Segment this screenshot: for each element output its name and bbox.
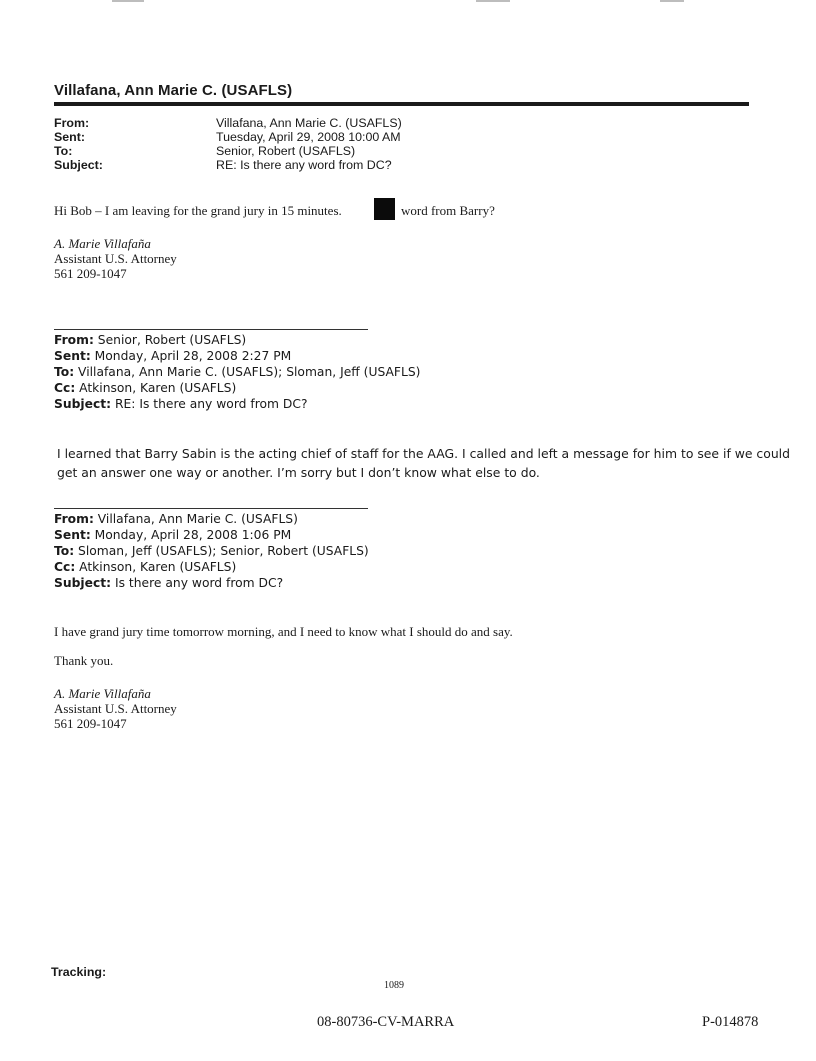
page-number: 1089 [384, 980, 404, 991]
fwd-to-value: Sloman, Jeff (USAFLS); Senior, Robert (USAFLS) [78, 544, 369, 558]
fwd-sent-value: Monday, April 28, 2008 2:27 PM [94, 349, 292, 363]
bates-number: P-014878 [702, 1014, 759, 1030]
header-subject-value: RE: Is there any word from DC? [216, 158, 392, 172]
fwd-to-label: To: [54, 544, 75, 558]
fwd-subject-value: RE: Is there any word from DC? [114, 397, 308, 411]
signature-name: A. Marie Villafaña [54, 236, 151, 251]
fwd-from-label: From: [54, 512, 94, 526]
fwd-cc-label: Cc: [54, 560, 76, 574]
fwd-cc-label: Cc: [54, 381, 76, 395]
tracking-label: Tracking: [51, 965, 107, 979]
fwd-from-value: Villafana, Ann Marie C. (USAFLS) [97, 512, 298, 526]
closing-text: Thank you. [54, 653, 114, 668]
body-text-before-redaction: Hi Bob – I am leaving for the grand jury in 15 minutes. [54, 203, 342, 218]
body-line: I learned that Barry Sabin is the acting chief of staff for the AAG. I called and left a message for him to see if we could [57, 446, 790, 461]
message-separator [54, 508, 368, 509]
header-subject-label: Subject: [54, 158, 103, 172]
header-sent-label: Sent: [54, 130, 85, 144]
title-rule [54, 102, 749, 106]
fwd-subject-value: Is there any word from DC? [114, 576, 284, 590]
scan-artifact [476, 0, 510, 2]
fwd-subject-label: Subject: [54, 576, 112, 590]
fwd-sent-label: Sent: [54, 349, 91, 363]
fwd-sent-label: Sent: [54, 528, 91, 542]
header-to-label: To: [54, 144, 73, 158]
signature-phone: 561 209-1047 [54, 266, 127, 281]
fwd-to-label: To: [54, 365, 75, 379]
header-to-value: Senior, Robert (USAFLS) [216, 144, 356, 158]
fwd-from-label: From: [54, 333, 94, 347]
document-title: Villafana, Ann Marie C. (USAFLS) [54, 82, 293, 99]
fwd-to-value: Villafana, Ann Marie C. (USAFLS); Sloman, Jeff (USAFLS) [78, 365, 421, 379]
signature-name: A. Marie Villafaña [54, 686, 151, 701]
message-body: I have grand jury time tomorrow morning, and I need to know what I should do and say. [54, 624, 513, 639]
signature-block [54, 686, 177, 731]
fwd-cc-value: Atkinson, Karen (USAFLS) [79, 560, 237, 574]
signature-block [54, 236, 177, 281]
case-number: 08-80736-CV-MARRA [317, 1014, 455, 1030]
fwd-sent-value: Monday, April 28, 2008 1:06 PM [94, 528, 292, 542]
forwarded-header [54, 332, 420, 412]
scan-artifact [660, 0, 684, 2]
scan-artifact [112, 0, 144, 2]
fwd-from-value: Senior, Robert (USAFLS) [97, 333, 247, 347]
message-separator [54, 329, 368, 330]
fwd-cc-value: Atkinson, Karen (USAFLS) [79, 381, 237, 395]
body-text-after-redaction: word from Barry? [401, 203, 495, 218]
forwarded-header [54, 511, 369, 591]
message-body [57, 444, 790, 482]
header-sent-value: Tuesday, April 29, 2008 10:00 AM [216, 130, 401, 144]
header-from-value: Villafana, Ann Marie C. (USAFLS) [216, 116, 402, 130]
body-line: get an answer one way or another. I’m sorry but I don’t know what else to do. [57, 465, 540, 480]
redaction-block [374, 198, 395, 220]
fwd-subject-label: Subject: [54, 397, 112, 411]
signature-title: Assistant U.S. Attorney [54, 701, 177, 716]
signature-phone: 561 209-1047 [54, 716, 127, 731]
header-from-label: From: [54, 116, 90, 130]
signature-title: Assistant U.S. Attorney [54, 251, 177, 266]
